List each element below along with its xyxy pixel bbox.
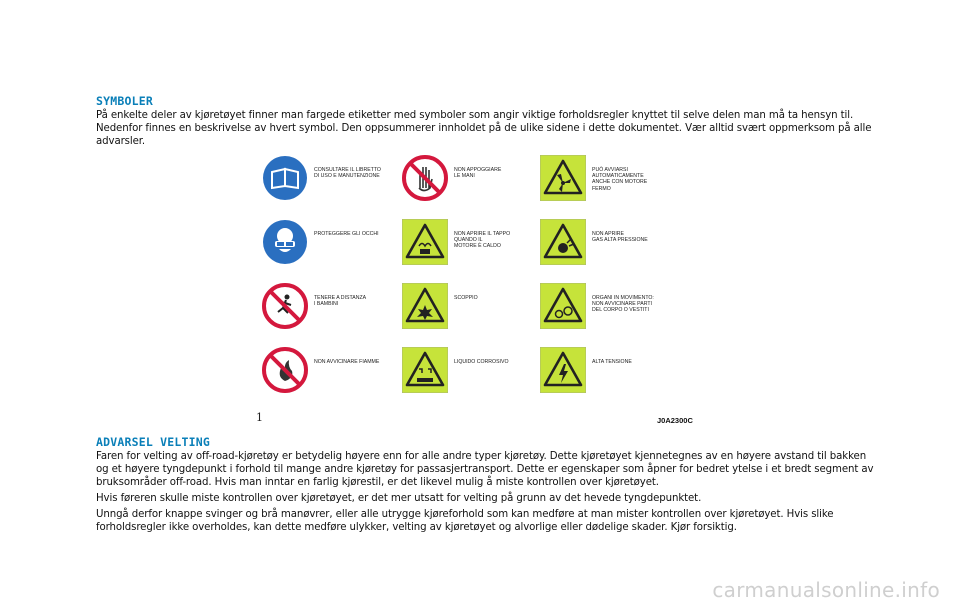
figure-index: 1 bbox=[256, 411, 263, 424]
symbol-cell bbox=[402, 155, 542, 215]
rollover-paragraph-1: Faren for velting av off-road-kjøretøy er betydelig høyere enn for alle andre typer kjøretøy. Dette kjøretøyet kjennetegnes av en høyere avstand til bakken og et høyere tyngdepunkt i forhold til mange andre kjøretøy for passasjertransport. Dette er egenskaper som åpner for bedret ytelse i et bredt segment av bruksområder off-road. Hvis man inntar en farlig kjørestil, er det likevel mulig å miste kontrollen over kjøretøyet. bbox=[96, 451, 874, 488]
gears-icon bbox=[540, 283, 586, 329]
symbol-cell bbox=[402, 219, 542, 279]
child-icon bbox=[262, 283, 308, 329]
safety-symbols-figure bbox=[262, 155, 698, 413]
symbol-label: SCOPPIO bbox=[454, 295, 478, 301]
symbol-label: PROTEGGERE GLI OCCHI bbox=[314, 231, 379, 237]
symbol-cell bbox=[402, 347, 542, 407]
symbol-cell bbox=[540, 219, 680, 279]
symbol-label: TENERE A DISTANZA I BAMBINI bbox=[314, 295, 367, 308]
symbol-label: NON APRIRE IL TAPPO QUANDO IL MOTORE È CALDO bbox=[454, 231, 511, 250]
lightning-icon bbox=[540, 347, 586, 393]
symbol-label: NON AVVICINARE FIAMME bbox=[314, 359, 380, 365]
symbol-cell bbox=[540, 347, 680, 407]
symbol-label: ORGANI IN MOVIMENTO: NON AVVICINARE PARTI DEL CORPO O VESTITI bbox=[592, 295, 654, 314]
explosion-icon bbox=[402, 283, 448, 329]
watermark: carmanualsonline.info bbox=[712, 578, 940, 602]
book-icon bbox=[262, 155, 308, 201]
flame-icon bbox=[262, 347, 308, 393]
symbol-cell bbox=[540, 283, 680, 343]
corrosive-icon bbox=[402, 347, 448, 393]
symbols-intro-paragraph: På enkelte deler av kjøretøyet finner man fargede etiketter med symboler som angir viktige forholdsregler knyttet til selve delen man må ta hensyn til. Nedenfor finnes en beskrivelse av hvert symbol. Den oppsummerer innholdet på de ulike sidene i dette dokumentet. Vær alltid svært oppmerksom på alle advarsler. bbox=[96, 110, 872, 147]
symbol-cell bbox=[262, 155, 402, 215]
symbol-cell bbox=[262, 283, 402, 343]
symbol-cell bbox=[402, 283, 542, 343]
symbol-cell bbox=[540, 155, 680, 215]
hand-icon bbox=[402, 155, 448, 201]
rollover-paragraph-3: Unngå derfor knappe svinger og brå manøvrer, eller alle utrygge kjøreforhold som kan medføre at man mister kontrollen over kjøretøyet. Hvis slike forholdsregler ikke overholdes, kan dette medføre ulykker, velting av kjøretøyet og alvorlige eller dødelige skader. Kjør forsiktig. bbox=[96, 509, 834, 533]
symbol-label: LIQUIDO CORROSIVO bbox=[454, 359, 509, 365]
symbol-label: PUÒ AVVIARSI AUTOMATICAMENTE ANCHE CON MOTORE FERMO bbox=[592, 167, 648, 192]
goggles-icon bbox=[262, 219, 308, 265]
figure-code: J0A2300C bbox=[657, 416, 693, 425]
symbol-label: CONSULTARE IL LIBRETTO DI USO E MANUTENZIONE bbox=[314, 167, 381, 180]
hot-cap-icon bbox=[402, 219, 448, 265]
symbol-cell bbox=[262, 347, 402, 407]
symbol-cell bbox=[262, 219, 402, 279]
fan-icon bbox=[540, 155, 586, 201]
symbol-label: ALTA TENSIONE bbox=[592, 359, 632, 365]
symbol-label: NON APRIRE GAS ALTA PRESSIONE bbox=[592, 231, 648, 244]
rollover-paragraph-2: Hvis føreren skulle miste kontrollen over kjøretøyet, er det mer utsatt for velting på grunn av det hevede tyngdepunktet. bbox=[96, 493, 702, 504]
section-title-rollover: ADVARSEL VELTING bbox=[96, 435, 210, 449]
section-title-symbols: SYMBOLER bbox=[96, 94, 153, 108]
symbol-label: NON APPOGGIARE LE MANI bbox=[454, 167, 502, 180]
pressure-icon bbox=[540, 219, 586, 265]
